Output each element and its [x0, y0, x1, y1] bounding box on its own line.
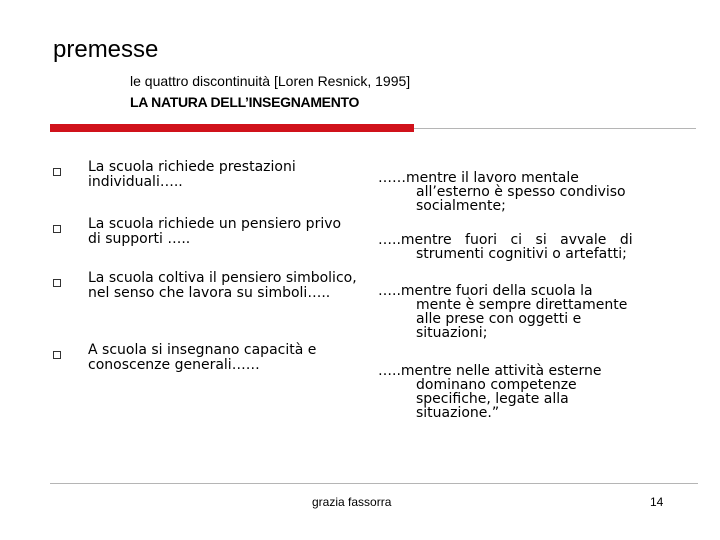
right-item-2: [378, 233, 716, 261]
right-item-4-rest: dominano competenze specifiche, legate alla situazione.”: [416, 377, 577, 421]
bullet-icon: [53, 168, 61, 176]
slide-subtitle: le quattro discontinuità [Loren Resnick, 1995]: [130, 73, 411, 89]
bullet-icon: [53, 279, 61, 287]
bullet-icon: [53, 351, 61, 359]
left-item-2: La scuola richiede un pensiero privo di supporti …..: [88, 216, 342, 247]
left-item-3: La scuola coltiva il pensiero simbolico, nel senso che lavora su simboli…..: [88, 270, 357, 301]
left-item-4: A scuola si insegnano capacità e conoscenze generali……: [88, 342, 317, 373]
right-item-1: [378, 171, 716, 213]
right-item-1-lead: ……mentre il lavoro mentale: [378, 170, 579, 186]
left-item-1: La scuola richiede prestazioni individuali…..: [88, 159, 296, 190]
title-rule: [414, 128, 696, 129]
page-number: 14: [650, 495, 664, 509]
accent-bar: [50, 124, 414, 132]
footer-author: grazia fassorra: [312, 495, 392, 509]
right-item-1-rest: all’esterno è spesso condiviso socialmente;: [416, 184, 626, 214]
right-item-4: [378, 364, 716, 420]
right-item-3-lead: …..mentre fuori della scuola la: [378, 283, 593, 299]
right-item-3: [378, 284, 716, 340]
slide-title: premesse: [53, 36, 159, 63]
right-item-4-lead: …..mentre nelle attività esterne: [378, 363, 602, 379]
right-item-2-rest: strumenti cognitivi o artefatti;: [416, 246, 627, 262]
right-item-2-lead: …..mentre fuori ci si avvale di: [378, 232, 633, 248]
bullet-icon: [53, 225, 61, 233]
slide-heading: LA NATURA DELL’INSEGNAMENTO: [130, 94, 360, 110]
footer-rule: [50, 483, 698, 484]
right-item-3-rest: mente è sempre direttamente alle prese con oggetti e situazioni;: [416, 297, 628, 341]
